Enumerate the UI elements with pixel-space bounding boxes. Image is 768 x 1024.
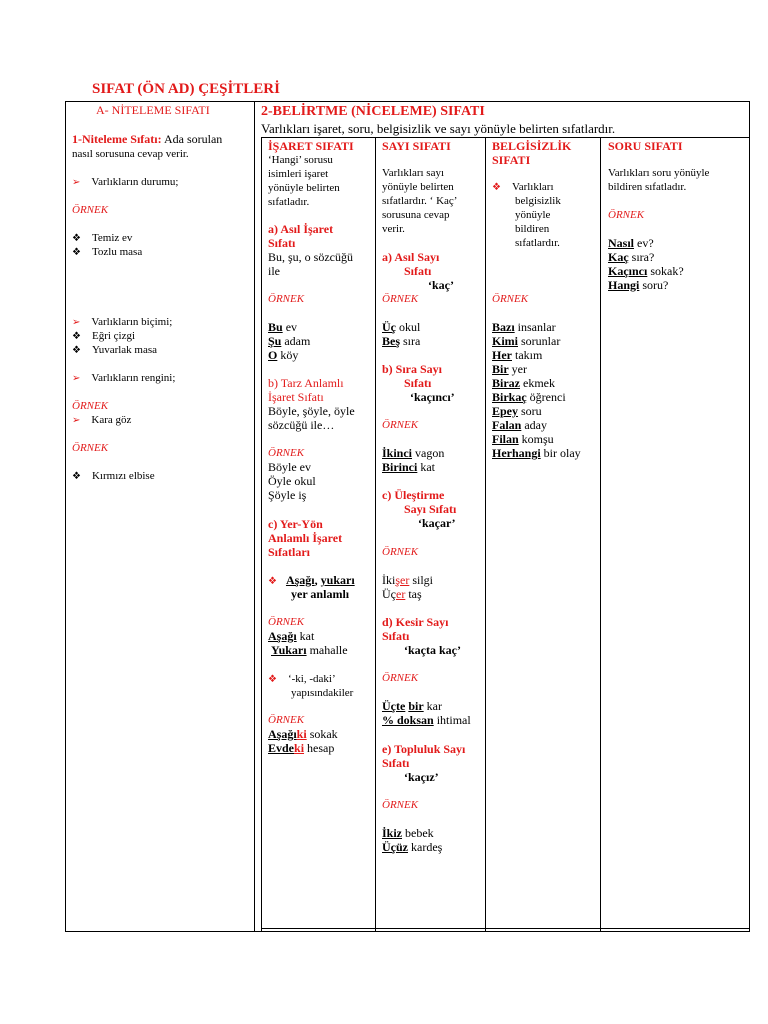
example-row: Yukarı mahalle	[271, 643, 348, 657]
outer-right-border	[749, 101, 750, 932]
example-row: Üçüz kardeş	[382, 840, 443, 854]
example-row: Bazı insanlar	[492, 320, 556, 334]
example-row: İkişer silgi	[382, 573, 434, 587]
example-row: Birinci kat	[382, 460, 436, 474]
diamond-icon: ❖	[72, 247, 81, 258]
diamond-icon: ❖	[72, 345, 81, 356]
example-row: Herhangi bir olay	[492, 446, 581, 460]
isaret-yeryon-note-2: yer anlamlı	[291, 587, 350, 601]
niteleme-bullet-durum: ➢ Varlıkların durumu;	[72, 176, 179, 188]
isaret-yeryon-note: ❖ Aşağı, yukarı	[268, 573, 355, 587]
belgisiz-examples	[492, 320, 581, 460]
niteleme-subtitle	[72, 132, 222, 146]
sayi-sira	[382, 362, 455, 404]
sayi-topluluk-title-2: Sıfatı	[382, 756, 410, 770]
example-row: Böyle ev	[268, 460, 311, 474]
arrow-icon: ➢	[72, 177, 81, 188]
example-row: Kaç sıra?	[608, 250, 655, 264]
niteleme-bullet-renk: ➢ Varlıkların rengini;	[72, 372, 176, 384]
niteleme-example-4: ❖ Yuvarlak masa	[72, 344, 158, 356]
inner-bottom-border	[261, 928, 749, 929]
isaret-yeryon-examples	[268, 629, 348, 657]
isaret-asil-title-2: Sıfatı	[268, 236, 296, 250]
isaret-desc-4: sıfatladır.	[268, 196, 310, 208]
diamond-icon: ❖	[268, 576, 277, 587]
sayi-desc-5: verir.	[382, 223, 405, 235]
ornek-label: ÖRNEK	[382, 799, 419, 811]
ornek-label: ÖRNEK	[608, 209, 645, 221]
niteleme-example-3: ❖ Eğri çizgi	[72, 330, 136, 342]
belirtme-description: Varlıkları işaret, soru, belgisizlik ve sayı yönüyle belirten sıfatlardır.	[261, 121, 616, 136]
example-row: Filan komşu	[492, 432, 554, 446]
belgisiz-desc-1: ❖ Varlıkları	[492, 181, 554, 193]
example-row: Nasıl ev?	[608, 236, 654, 250]
sayi-asil	[382, 250, 454, 292]
belgisiz-header: BELGİSİZLİK	[492, 139, 572, 153]
soru-desc-1: Varlıkları soru yönüyle	[608, 167, 710, 179]
sayi-desc-1: Varlıkları sayı	[382, 167, 445, 179]
example-row: Biraz ekmek	[492, 376, 555, 390]
soru-column	[608, 139, 683, 153]
belgisiz-desc	[515, 194, 561, 250]
ornek-label: ÖRNEK	[72, 442, 109, 454]
niteleme-bullet-bicim: ➢ Varlıkların biçimi;	[72, 316, 173, 328]
main-divider	[254, 101, 255, 932]
sayi-desc-4: sorusuna cevap	[382, 209, 450, 221]
sayi-topluluk-question: ‘kaçız’	[404, 770, 439, 784]
ornek-label: ÖRNEK	[382, 546, 419, 558]
sayi-kesir-question: ‘kaçta kaç’	[404, 643, 461, 657]
example-row: Kaçıncı sokak?	[608, 264, 684, 278]
soru-desc	[608, 166, 709, 194]
ornek-label: ÖRNEK	[492, 293, 529, 305]
belgisiz-column	[492, 139, 571, 167]
isaret-yeryon-title-2: Anlamlı İşaret	[268, 531, 343, 545]
soru-header: SORU SIFATI	[608, 139, 683, 153]
sayi-ulestirme-title: c) Üleştirme	[382, 488, 445, 502]
ornek-label: ÖRNEK	[268, 714, 305, 726]
sayi-kesir-examples	[382, 699, 471, 727]
sayi-asil-title: a) Asıl Sayı	[382, 250, 440, 264]
diamond-icon: ❖	[72, 331, 81, 342]
example-row: Kimi sorunlar	[492, 334, 561, 348]
isaret-ki-examples	[268, 727, 338, 755]
belgisiz-desc-4: bildiren	[515, 223, 550, 235]
isaret-header: İŞARET SIFATI	[268, 139, 354, 153]
isaret-ki-note: ❖ ‘-ki, -daki’	[268, 673, 336, 685]
sayi-sira-title: b) Sıra Sayı	[382, 362, 443, 376]
sayi-desc-3: sıfatlardır. ‘ Kaç’	[382, 195, 458, 207]
example-row: Evdeki hesap	[268, 741, 335, 755]
isaret-tarz-title: b) Tarz Anlamlı	[268, 376, 344, 390]
arrow-icon: ➢	[72, 415, 81, 426]
example-row: Birkaç öğrenci	[492, 390, 566, 404]
sayi-asil-examples	[382, 320, 420, 348]
example-row: % doksan ihtimal	[382, 713, 471, 727]
isaret-asil-desc: Bu, şu, o sözcüğü	[268, 250, 353, 264]
isaret-tarz-examples	[268, 460, 316, 502]
niteleme-header: A- NİTELEME SIFATI	[96, 103, 210, 117]
ornek-label: ÖRNEK	[268, 616, 305, 628]
isaret-asil-title: a) Asıl İşaret	[268, 222, 334, 236]
belirtme-header: 2-BELİRTME (NİCELEME) SIFATI	[261, 104, 485, 119]
ornek-label: ÖRNEK	[268, 447, 305, 459]
example-row: Her takım	[492, 348, 543, 362]
ornek-label: ÖRNEK	[268, 293, 305, 305]
sayi-ulestirme	[382, 488, 456, 530]
example-row: Üçer taş	[382, 587, 422, 601]
sayi-kesir-title: d) Kesir Sayı	[382, 615, 449, 629]
inner-top-border	[261, 137, 749, 138]
example-row: Hangi soru?	[608, 278, 669, 292]
ornek-label: ÖRNEK	[382, 419, 419, 431]
niteleme-example-2: ❖ Tozlu masa	[72, 246, 143, 258]
sayi-topluluk	[382, 742, 465, 784]
diamond-icon: ❖	[72, 233, 81, 244]
isaret-desc-1: ‘Hangi’ sorusu	[268, 154, 333, 166]
isaret-tarz-desc: Böyle, şöyle, öyle	[268, 404, 355, 418]
isaret-asil-desc-2: ile	[268, 264, 280, 278]
soru-examples	[608, 236, 684, 292]
example-row: Epey soru	[492, 404, 542, 418]
outer-top-border	[65, 101, 750, 102]
sayi-sira-title-2: Sıfatı	[404, 376, 432, 390]
arrow-icon: ➢	[72, 373, 81, 384]
sayi-desc-2: yönüyle belirten	[382, 181, 454, 193]
belgisiz-desc-2: belgisizlik	[515, 195, 561, 207]
niteleme-subtitle-line2: nasıl sorusuna cevap verir.	[72, 148, 189, 160]
outer-left-border	[65, 101, 66, 932]
sayi-ulestirme-question: ‘kaçar’	[418, 516, 456, 530]
niteleme-example-1: ❖ Temiz ev	[72, 232, 133, 244]
niteleme-example-5: ➢ Kara göz	[72, 414, 132, 426]
arrow-icon: ➢	[72, 317, 81, 328]
ornek-label: ÖRNEK	[382, 293, 419, 305]
sayi-ulestirme-title-2: Sayı Sıfatı	[404, 502, 457, 516]
isaret-desc-3: yönüyle belirten	[268, 182, 340, 194]
sayi-desc	[382, 166, 457, 236]
example-row: Beş sıra	[382, 334, 421, 348]
example-row: Aşağı kat	[268, 629, 315, 643]
soru-desc-2: bildiren sıfatladır.	[608, 181, 687, 193]
isaret-tarz	[268, 376, 355, 432]
outer-bottom-border	[65, 931, 750, 932]
sayi-column	[382, 139, 451, 153]
example-row: İkiz bebek	[382, 826, 434, 840]
example-row: Üç okul	[382, 320, 421, 334]
example-row: Üçte bir kar	[382, 699, 442, 713]
sayi-ulestirme-examples	[382, 573, 433, 601]
example-row: İkinci vagon	[382, 446, 445, 460]
belgisiz-desc-3: yönüyle	[515, 209, 551, 221]
inner-divider-1	[375, 137, 376, 931]
ornek-label: ÖRNEK	[72, 400, 109, 412]
isaret-ki-note-2: yapısındakiler	[291, 687, 354, 699]
isaret-yeryon-title-3: Sıfatları	[268, 545, 310, 559]
sayi-kesir-title-2: Sıfatı	[382, 629, 410, 643]
sayi-kesir	[382, 615, 461, 657]
isaret-column	[268, 139, 354, 209]
example-row: Şöyle iş	[268, 488, 307, 502]
isaret-yeryon	[268, 517, 342, 559]
niteleme-subtitle-bold: 1-Niteleme Sıfatı:	[72, 132, 162, 146]
ornek-label: ÖRNEK	[72, 204, 109, 216]
example-row: Şu adam	[268, 334, 311, 348]
sayi-topluluk-title: e) Topluluk Sayı	[382, 742, 466, 756]
isaret-asil-examples	[268, 320, 310, 362]
isaret-tarz-title-2: İşaret Sıfatı	[268, 390, 324, 404]
niteleme-subtitle-rest: Ada sorulan	[161, 132, 223, 146]
isaret-tarz-desc-2: sözcüğü ile…	[268, 418, 335, 432]
sayi-sira-question: ‘kaçıncı’	[410, 390, 455, 404]
sayi-asil-question: ‘kaç’	[428, 278, 454, 292]
niteleme-example-6: ❖ Kırmızı elbise	[72, 470, 155, 482]
example-row: Falan aday	[492, 418, 547, 432]
example-row: Aşağıki sokak	[268, 727, 338, 741]
belgisiz-header-2: SIFATI	[492, 153, 531, 167]
isaret-desc-2: isimleri işaret	[268, 168, 329, 180]
isaret-yeryon-title: c) Yer-Yön	[268, 517, 323, 531]
sayi-asil-title-2: Sıfatı	[404, 264, 432, 278]
example-row: Bir yer	[492, 362, 527, 376]
sayi-header: SAYI SIFATI	[382, 139, 451, 153]
diamond-icon: ❖	[492, 182, 501, 193]
ornek-label: ÖRNEK	[382, 672, 419, 684]
inner-divider-2	[485, 137, 486, 931]
example-row: Bu ev	[268, 320, 298, 334]
page-title: SIFAT (ÖN AD) ÇEŞİTLERİ	[92, 81, 280, 97]
sayi-sira-examples	[382, 446, 444, 474]
example-row: Öyle okul	[268, 474, 316, 488]
inner-divider-3	[600, 137, 601, 931]
inner-left-border	[261, 137, 262, 931]
example-row: O köy	[268, 348, 299, 362]
isaret-asil	[268, 222, 353, 278]
diamond-icon: ❖	[72, 471, 81, 482]
diamond-icon: ❖	[268, 674, 277, 685]
sayi-topluluk-examples	[382, 826, 442, 854]
belgisiz-desc-5: sıfatlardır.	[515, 237, 560, 249]
